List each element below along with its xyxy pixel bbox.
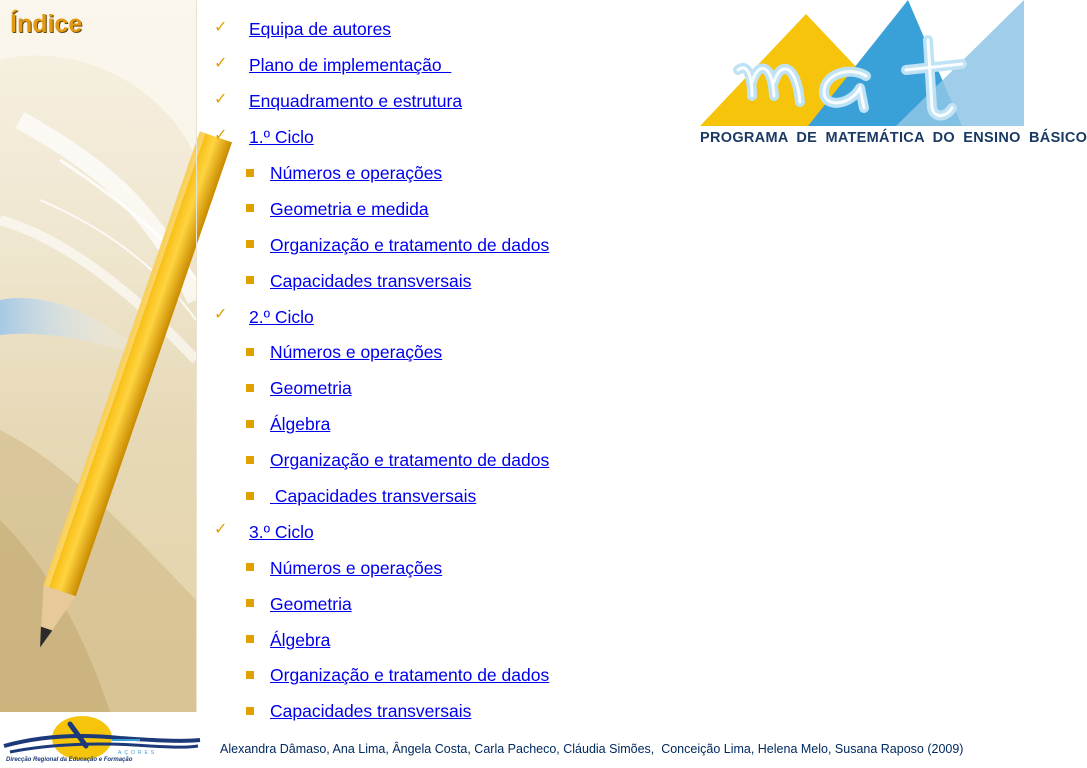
list-item (214, 84, 654, 120)
list-item (214, 371, 654, 407)
square-bullet-icon (246, 420, 254, 428)
list-item (214, 658, 654, 694)
checkmark-icon: ✓ (214, 124, 228, 144)
index-list (214, 12, 654, 730)
link-3-ciclo-capacidades-transversais[interactable]: Capacidades transversais (270, 701, 472, 722)
square-bullet-icon (246, 240, 254, 248)
list-item (214, 586, 654, 622)
link-2-ciclo-geometria[interactable]: Geometria (270, 378, 352, 399)
square-bullet-icon (246, 563, 254, 571)
link-1-ciclo-numeros-e-operacoes[interactable]: Números e operações (270, 163, 443, 183)
list-item (214, 191, 654, 227)
square-bullet-icon (246, 204, 254, 212)
link-3-ciclo-organizacao-dados[interactable]: Organização e tratamento de dados (270, 665, 550, 686)
link-3-ciclo-algebra[interactable]: Álgebra (270, 629, 331, 650)
link-1-ciclo[interactable]: 1.º Ciclo (249, 127, 314, 148)
list-item (214, 48, 654, 84)
square-bullet-icon (246, 599, 254, 607)
list-item (214, 622, 654, 658)
logo-tagline: PROGRAMA DE MATEMÁTICA DO ENSINO BÁSICO (700, 130, 1087, 146)
list-item (214, 479, 654, 515)
list-item (214, 299, 654, 335)
checkmark-icon: ✓ (214, 88, 228, 108)
list-item (214, 407, 654, 443)
list-item (214, 120, 654, 156)
list-item (214, 12, 654, 48)
square-bullet-icon (246, 635, 254, 643)
checkmark-icon: ✓ (214, 519, 228, 539)
checkmark-icon: ✓ (214, 16, 228, 36)
link-1-ciclo-capacidades-transversais[interactable]: Capacidades transversais (270, 270, 472, 291)
link-plano-de-implementacao[interactable]: Plano de implementação (249, 55, 452, 76)
link-1-ciclo-geometria-e-medida[interactable]: Geometria e medida (270, 198, 429, 219)
square-bullet-icon (246, 492, 254, 500)
link-3-ciclo-geometria[interactable]: Geometria (270, 593, 352, 614)
link-2-ciclo-algebra[interactable]: Álgebra (270, 414, 331, 435)
link-2-ciclo-capacidades-transversais[interactable]: Capacidades transversais (270, 486, 477, 507)
link-enquadramento-e-estrutura[interactable]: Enquadramento e estrutura (249, 91, 463, 112)
square-bullet-icon (246, 276, 254, 284)
list-item (214, 263, 654, 299)
org-short-label: AÇORES (118, 750, 158, 756)
list-item (214, 335, 654, 371)
list-item (214, 514, 654, 550)
link-equipa-de-autores[interactable]: Equipa de autores (249, 19, 392, 40)
list-item (214, 156, 654, 192)
square-bullet-icon (246, 671, 254, 679)
panel-divider (196, 0, 197, 712)
checkmark-icon: ✓ (214, 304, 228, 324)
list-item (214, 443, 654, 479)
list-item (214, 550, 654, 586)
link-1-ciclo-organizacao-dados[interactable]: Organização e tratamento de dados (270, 234, 550, 255)
pencil-illustration (0, 0, 196, 712)
list-item (214, 227, 654, 263)
link-2-ciclo-organizacao-dados[interactable]: Organização e tratamento de dados (270, 450, 550, 471)
square-bullet-icon (246, 384, 254, 392)
checkmark-icon: ✓ (214, 52, 228, 72)
square-bullet-icon (246, 456, 254, 464)
list-item (214, 694, 654, 730)
decorative-panel (0, 0, 196, 712)
link-3-ciclo[interactable]: 3.º Ciclo (249, 521, 314, 542)
org-name: Direcção Regional da Educação e Formação (6, 757, 133, 763)
square-bullet-icon (246, 707, 254, 715)
link-2-ciclo[interactable]: 2.º Ciclo (249, 306, 314, 327)
page-title: Índice (10, 10, 83, 38)
square-bullet-icon (246, 169, 254, 177)
square-bullet-icon (246, 348, 254, 356)
authors-credits: Alexandra Dâmaso, Ana Lima, Ângela Costa, Carla Pacheco, Cláudia Simões, Conceição Lima, Helena Melo, Susana Raposo (2009) (220, 742, 964, 756)
link-2-ciclo-numeros-e-operacoes[interactable]: Números e operações (270, 342, 443, 363)
link-3-ciclo-numeros-e-operacoes[interactable]: Números e operações (270, 557, 443, 578)
